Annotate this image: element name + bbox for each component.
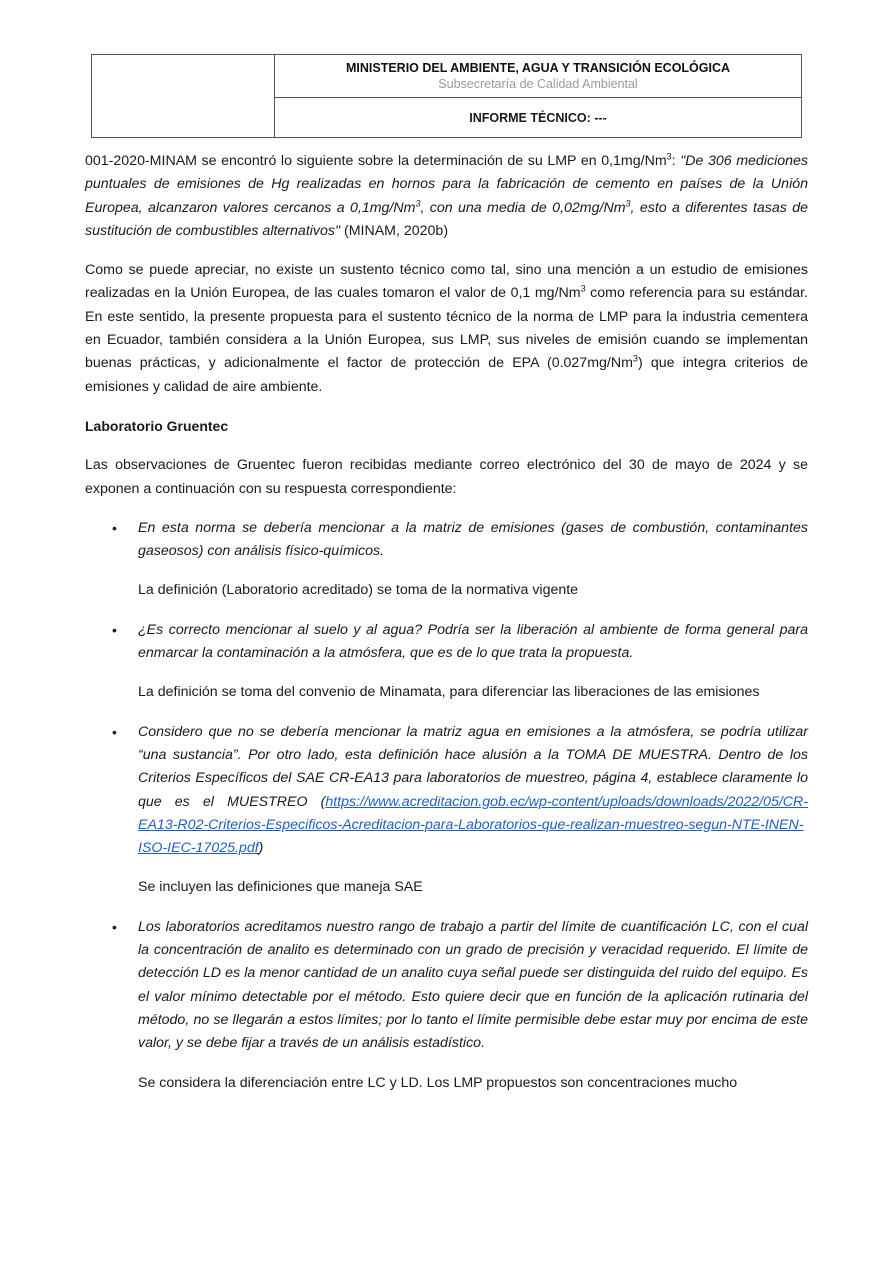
- intro-lead: 001-2020-MINAM se encontró lo siguiente sobre la determinación de su LMP en 0,1mg/Nm: [85, 153, 667, 169]
- document-body: [85, 150, 808, 1095]
- citation: (MINAM, 2020b): [340, 222, 449, 239]
- superscript: 3: [632, 353, 638, 364]
- sae-criteria-link[interactable]: https://www.acreditacion.gob.ec/wp-content/uploads/downloads/2022/05/CR-EA13-R02-Criterios-Especificos-Acreditacion-para-Laboratorios-que-realizan-muestreo-segun-NTE-INEN-ISO-IEC-17025.pdf: [138, 793, 808, 857]
- section-intro: Las observaciones de Gruentec fueron recibidas mediante correo electrónico del 30 de mayo de 2024 y se exponen a continuación con su respuesta correspondiente:: [85, 457, 808, 497]
- quote-part: , esto a diferentes tasas de sustitución de combustibles alternativos": [85, 199, 808, 239]
- superscript: 3: [625, 197, 631, 208]
- analysis-paragraph: [85, 259, 808, 399]
- bullet-icon: •: [112, 918, 117, 935]
- superscript: 3: [666, 151, 672, 162]
- ministry-name: MINISTERIO DEL AMBIENTE, AGUA Y TRANSICIÓN ECOLÓGICA: [345, 61, 731, 75]
- report-title: INFORME TÉCNICO: ---: [469, 111, 607, 125]
- text-part: Considero que no se debería mencionar la matriz agua en emisiones a la atmósfera, se podría utilizar “una sustancia”. Por otro lado, esta definición hace alusión a la TOMA DE MUESTRA. Dentro de los Criterios Específicos del SAE CR-EA13 para laboratorios de muestreo, página 4, establece claramente lo que es el MUESTREO (: [138, 723, 808, 810]
- text-part: como referencia para su estándar. En este sentido, la presente propuesta para el sustento técnico de la norma de LMP para la industria cementera en Ecuador, también considera a la Unión Europea, sus LMP, sus niveles de emisión cuando se implementan buenas prácticas, y adicionalmente el factor de protección de EPA (0.027mg/Nm: [85, 285, 808, 372]
- quote-part: "De 306 mediciones puntuales de emisiones de Hg realizadas en hornos para la fabricación de cemento en países de la Unión Europea, alcanzaron valores cercanos a 0,1mg/Nm: [85, 153, 808, 216]
- header-title-cell: [275, 55, 801, 137]
- subsecretaria-name: Subsecretaría de Calidad Ambiental: [438, 77, 638, 91]
- observation-item: [85, 517, 808, 564]
- quote-part: , con una media de 0,02mg/Nm: [420, 199, 626, 216]
- header-title-top: [275, 55, 801, 98]
- observation-response: La definición se toma del convenio de Minamata, para diferenciar las liberaciones de las emisiones: [138, 684, 760, 701]
- document-header-table: [91, 54, 802, 138]
- observation-text: [138, 721, 808, 861]
- text-part: Como se puede apreciar, no existe un sustento técnico como tal, sino una mención a un estudio de emisiones realizadas en la Unión Europea, de las cuales tomaron el valor de 0,1 mg/Nm: [85, 262, 808, 302]
- observation-response: Se incluyen las definiciones que maneja SAE: [138, 879, 423, 896]
- bullet-icon: •: [112, 519, 117, 536]
- bullet-icon: •: [112, 621, 117, 638]
- superscript: 3: [580, 283, 586, 294]
- observation-item: [85, 916, 808, 1056]
- observation-item: [85, 721, 808, 861]
- observation-response: La definición (Laboratorio acreditado) se toma de la normativa vigente: [138, 582, 579, 599]
- logo-cell: [92, 55, 275, 137]
- superscript: 3: [415, 197, 421, 208]
- observation-response: Se considera la diferenciación entre LC y LD. Los LMP propuestos son concentraciones mucho: [138, 1074, 738, 1091]
- text-part: ) que integra criterios de emisiones y calidad de aire ambiente.: [85, 355, 808, 395]
- intro-paragraph: [85, 150, 808, 243]
- bullet-icon: •: [112, 723, 117, 740]
- observation-text: ¿Es correcto mencionar al suelo y al agua? Podría ser la liberación al ambiente de forma general para enmarcar la contaminación a la atmósfera, que es de lo que trata la propuesta.: [138, 621, 808, 662]
- text-part: ): [258, 840, 264, 857]
- observation-text: En esta norma se debería mencionar a la matriz de emisiones (gases de combustión, contaminantes gaseosos) con análisis físico-químicos.: [138, 519, 808, 560]
- observation-item: [85, 619, 808, 666]
- observation-text: Los laboratorios acreditamos nuestro rango de trabajo a partir del límite de cuantificación LC, con el cual la concentración de analito es determinado con un grado de precisión y veracidad requerido. El límite de detección LD es la menor cantidad de un analito cuya señal puede ser distinguida del ruido del equipo. Es el valor mínimo detectable por el método. Esto quiere decir que en función de la aplicación rutinaria del método, no se llegarán a estos límites; por lo tanto el límite permisible debe estar muy por encima de este valor, y se debe fijar a través de un análisis estadístico.: [138, 918, 808, 1052]
- section-heading: Laboratorio Gruentec: [85, 417, 229, 434]
- colon: :: [671, 153, 681, 169]
